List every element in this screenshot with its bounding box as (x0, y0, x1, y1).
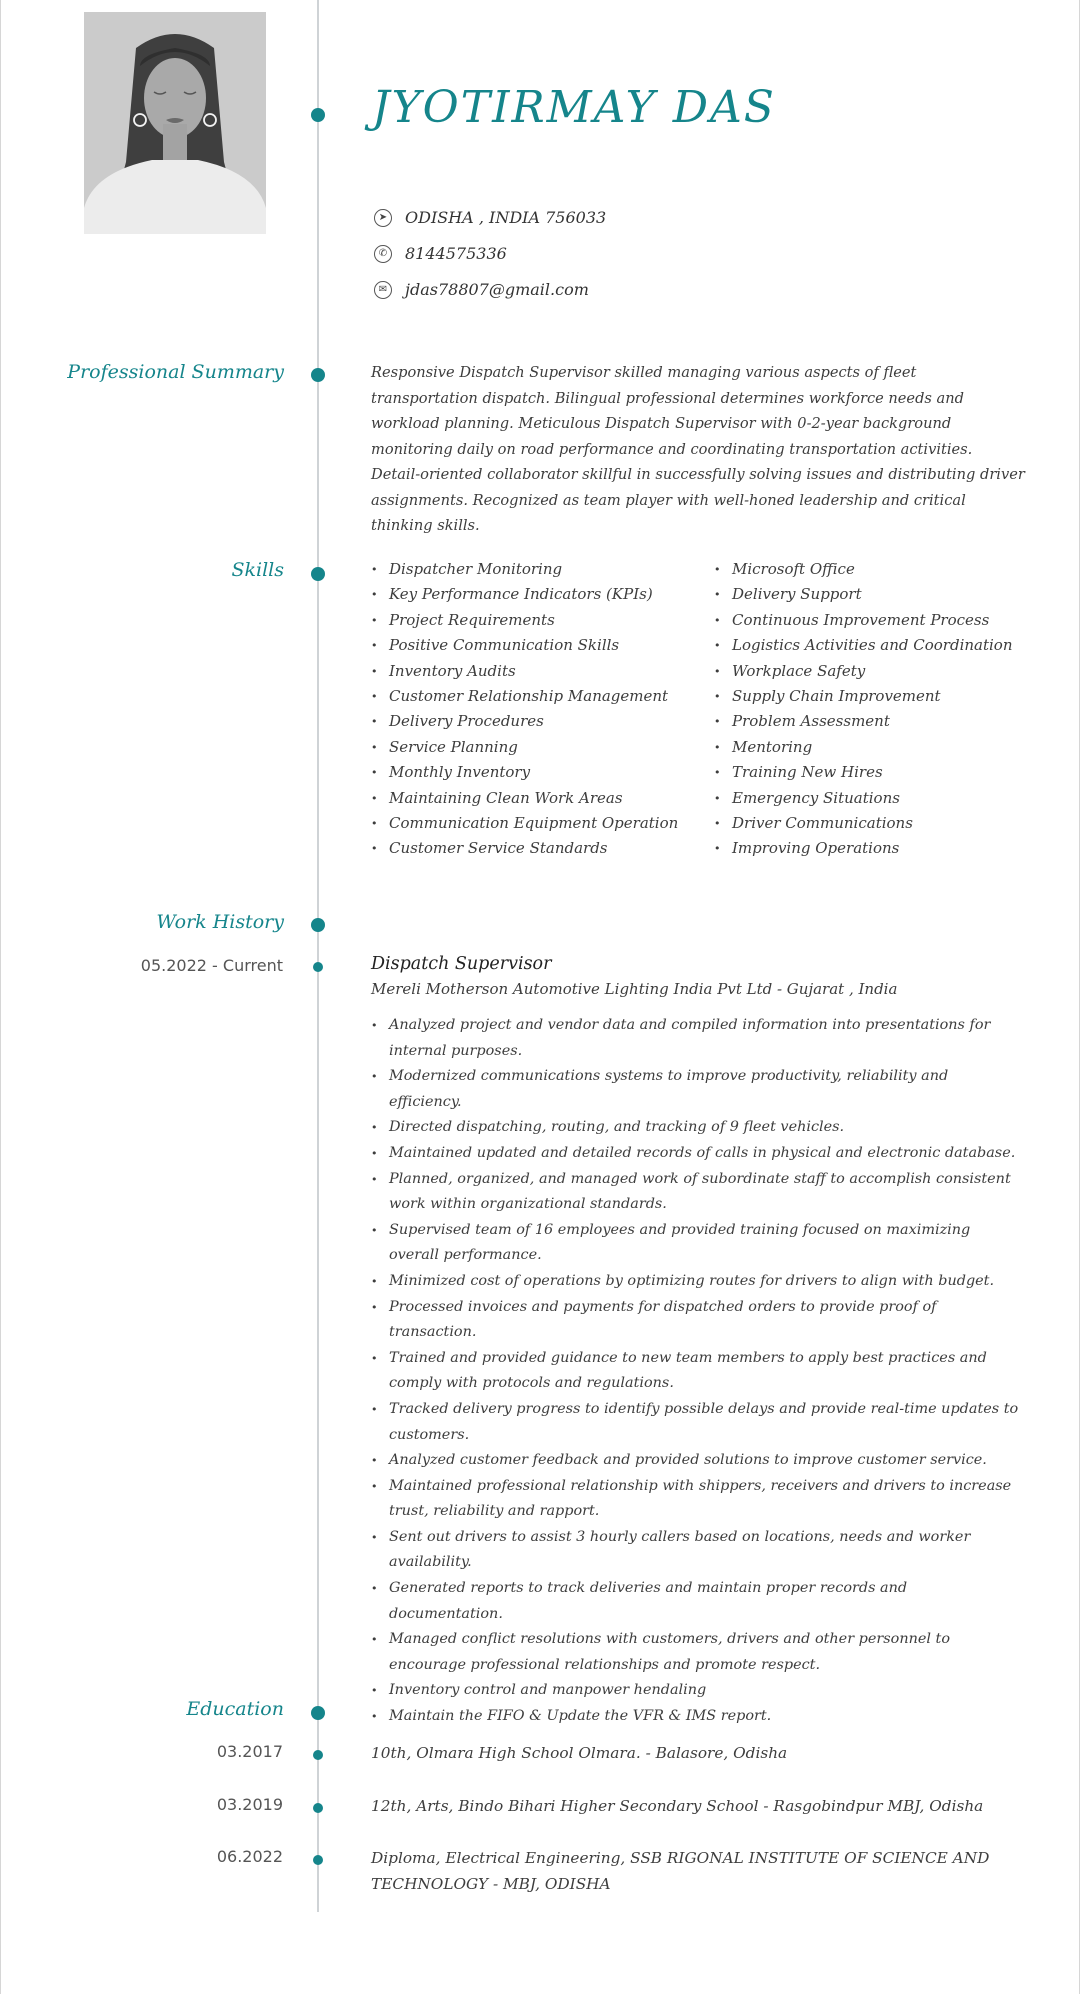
skill-item: • Delivery Procedures (371, 709, 678, 734)
avatar (84, 12, 266, 234)
contact-email (374, 280, 589, 299)
avatar-illustration (84, 12, 266, 234)
timeline-dot-edu-3 (313, 1855, 323, 1865)
contact-email-text[interactable]: jdas78807@gmail.com (405, 280, 589, 299)
timeline-dot-summary (311, 368, 325, 382)
skill-item: • Continuous Improvement Process (714, 608, 1012, 633)
summary-text: Responsive Dispatch Supervisor skilled managing various aspects of fleet transportation dispatch. Bilingual professional determines workforce needs and workload planning. Meticulous Dispatch Supervisor with 0-2-year background monitoring daily on road performance and coordinating transportation activities. Detail-oriented collaborator skillful in successfully solving issues and distributing driver assignments. Recognized as team player with well-honed leadership and critical thinking skills. (371, 364, 1025, 534)
email-icon: ✉ (374, 281, 392, 299)
location-icon: ➤ (374, 209, 392, 227)
skill-item: • Supply Chain Improvement (714, 684, 1012, 709)
section-title-work: Work History (156, 911, 284, 933)
contact-phone (374, 244, 507, 263)
job-bullet-list (371, 1013, 1021, 1730)
skill-item: • Dispatcher Monitoring (371, 557, 678, 582)
timeline-dot-education (311, 1706, 325, 1720)
skill-item: • Monthly Inventory (371, 760, 678, 785)
section-title-skills: Skills (231, 559, 284, 581)
skill-item: • Driver Communications (714, 811, 1012, 836)
timeline-dot-edu-1 (313, 1750, 323, 1760)
edu-entry-2: 12th, Arts, Bindo Bihari Higher Secondary School - Rasgobindpur MBJ, Odisha (371, 1797, 984, 1815)
contact-location (374, 208, 606, 227)
edu-date-3: 06.2022 (216, 1847, 283, 1866)
skill-item: • Service Planning (371, 735, 678, 760)
timeline-dot-skills (311, 567, 325, 581)
job-bullet: • Generated reports to track deliveries and maintain proper records and documentation. (371, 1576, 1021, 1627)
job-bullet: • Maintained updated and detailed records of calls in physical and electronic database. (371, 1141, 1021, 1167)
skill-item: • Training New Hires (714, 760, 1012, 785)
section-title-summary: Professional Summary (67, 361, 284, 383)
job-bullet: • Maintain the FIFO & Update the VFR & IMS report. (371, 1704, 1021, 1730)
job-bullet: • Inventory control and manpower hendaling (371, 1678, 1021, 1704)
skills-list-left (371, 557, 678, 862)
job-bullet: • Processed invoices and payments for dispatched orders to provide proof of transaction. (371, 1295, 1021, 1346)
skill-item: • Delivery Support (714, 582, 1012, 607)
timeline-dot-work (311, 918, 325, 932)
skill-item: • Problem Assessment (714, 709, 1012, 734)
job-bullet: • Managed conflict resolutions with customers, drivers and other personnel to encourage professional relationships and promote respect. (371, 1627, 1021, 1678)
skill-item: • Maintaining Clean Work Areas (371, 786, 678, 811)
job-bullet: • Trained and provided guidance to new team members to apply best practices and comply with protocols and regulations. (371, 1346, 1021, 1397)
skill-item: • Project Requirements (371, 608, 678, 633)
edu-date-2: 03.2019 (216, 1795, 283, 1814)
job-bullet: • Supervised team of 16 employees and provided training focused on maximizing overall performance. (371, 1218, 1021, 1269)
skill-item: • Positive Communication Skills (371, 633, 678, 658)
skill-item: • Mentoring (714, 735, 1012, 760)
job-date: 05.2022 - Current (140, 956, 283, 975)
section-title-education: Education (186, 1698, 284, 1720)
edu-entry-1: 10th, Olmara High School Olmara. - Balasore, Odisha (371, 1744, 788, 1762)
job-company: Mereli Motherson Automotive Lighting India Pvt Ltd - Gujarat , India (371, 980, 898, 998)
contact-location-text: ODISHA , INDIA 756033 (405, 208, 607, 227)
job-bullet: • Modernized communications systems to improve productivity, reliability and efficiency. (371, 1064, 1021, 1115)
job-title: Dispatch Supervisor (371, 954, 552, 974)
edu-entry-3: Diploma, Electrical Engineering, SSB RIGONAL INSTITUTE OF SCIENCE AND TECHNOLOGY - MBJ, ODISHA (371, 1849, 990, 1893)
timeline-dot-job (313, 962, 323, 972)
skill-item: • Emergency Situations (714, 786, 1012, 811)
skill-item: • Inventory Audits (371, 659, 678, 684)
contact-phone-text: 8144575336 (405, 244, 507, 263)
timeline-dot-edu-2 (313, 1803, 323, 1813)
job-bullet: • Analyzed customer feedback and provided solutions to improve customer service. (371, 1448, 1021, 1474)
skill-item: • Customer Service Standards (371, 836, 678, 861)
job-bullet: • Tracked delivery progress to identify possible delays and provide real-time updates to customers. (371, 1397, 1021, 1448)
skill-item: • Improving Operations (714, 836, 1012, 861)
skill-item: • Microsoft Office (714, 557, 1012, 582)
job-bullet: • Analyzed project and vendor data and compiled information into presentations for internal purposes. (371, 1013, 1021, 1064)
edu-date-1: 03.2017 (216, 1742, 283, 1761)
skill-item: • Workplace Safety (714, 659, 1012, 684)
skill-item: • Key Performance Indicators (KPIs) (371, 582, 678, 607)
job-bullet: • Maintained professional relationship with shippers, receivers and drivers to increase trust, reliability and rapport. (371, 1474, 1021, 1525)
job-bullet: • Planned, organized, and managed work of subordinate staff to accomplish consistent work within organizational standards. (371, 1167, 1021, 1218)
skill-item: • Logistics Activities and Coordination (714, 633, 1012, 658)
page-border-left (0, 0, 1, 1994)
skill-item: • Customer Relationship Management (371, 684, 678, 709)
job-bullet: • Directed dispatching, routing, and tracking of 9 fleet vehicles. (371, 1115, 1021, 1141)
job-bullet: • Minimized cost of operations by optimizing routes for drivers to align with budget. (371, 1269, 1021, 1295)
candidate-name: JYOTIRMAY DAS (372, 82, 776, 133)
timeline-dot-name (311, 108, 325, 122)
skills-list-right (714, 557, 1012, 862)
timeline-line (317, 0, 319, 1912)
phone-icon: ✆ (374, 245, 392, 263)
skill-item: • Communication Equipment Operation (371, 811, 678, 836)
job-bullet: • Sent out drivers to assist 3 hourly callers based on locations, needs and worker availability. (371, 1525, 1021, 1576)
